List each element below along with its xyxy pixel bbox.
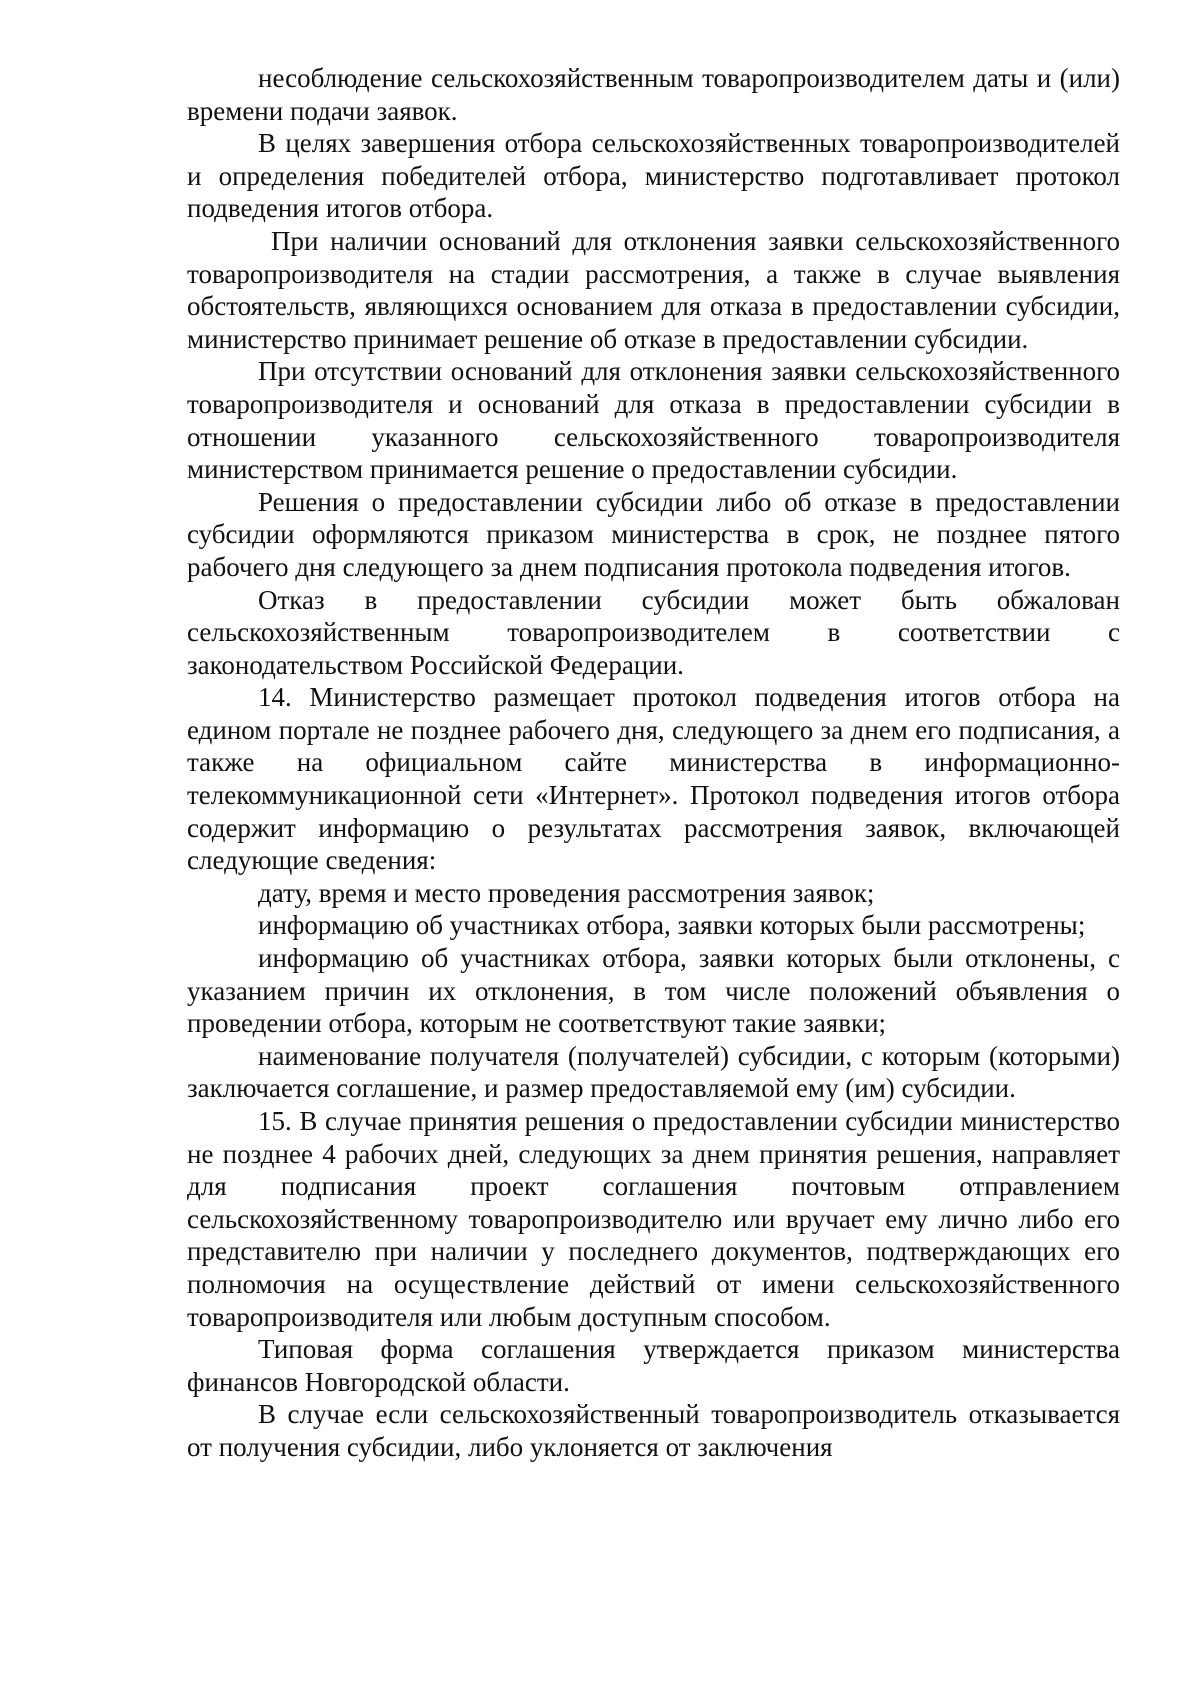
- paragraph: При отсутствии оснований для отклонения заявки сельскохозяйственного товаропроизводителя и оснований для отказа в предоставлении субсидии в отношении указанного сельскохозяйственного товаропроизводителя министерством принимается решение о предоставлении субсидии.: [187, 356, 1120, 485]
- paragraph: 15. В случае принятия решения о предоставлении субсидии министерство не позднее 4 рабочих дней, следующих за днем принятия решения, направляет для подписания проект соглашения почтовым отправлением сельскохозяйственному товаропроизводителю или вручает ему лично либо его представителю при наличии у последнего документов, подтверждающих его полномочия на осуществление действий от имени сельскохозяйственного товаропроизводителя или любым доступным способом.: [187, 1106, 1120, 1332]
- paragraph: Типовая форма соглашения утверждается приказом министерства финансов Новгородской области.: [187, 1334, 1120, 1397]
- paragraph: В целях завершения отбора сельскохозяйственных товаропроизводителей и определения победителей отбора, министерство подготавливает протокол подведения итогов отбора.: [187, 128, 1120, 224]
- list-item: информацию об участниках отбора, заявки которых были рассмотрены;: [258, 910, 1086, 941]
- list-item: наименование получателя (получателей) субсидии, с которым (которыми) заключается соглашение, и размер предоставляемой ему (им) субсидии.: [187, 1040, 1120, 1104]
- list-item: информацию об участниках отбора, заявки которых были отклонены, с указанием причин их отклонения, в том числе положений объявления о проведении отбора, которым не соответствуют такие заявки;: [187, 943, 1120, 1039]
- document-body: [187, 62, 1120, 1464]
- paragraph: При наличии оснований для отклонения заявки сельскохозяйственного товаропроизводителя на стадии рассмотрения, а также в случае выявления обстоятельств, являющихся основанием для отказа в предоставлении субсидии, министерство принимает решение об отказе в предоставлении субсидии.: [187, 225, 1120, 354]
- paragraph: несоблюдение сельскохозяйственным товаропроизводителем даты и (или) времени подачи заявок.: [187, 63, 1120, 126]
- paragraph: В случае если сельскохозяйственный товаропроизводитель отказывается от получения субсидии, либо уклоняется от заключения: [187, 1399, 1120, 1462]
- paragraph: 14. Министерство размещает протокол подведения итогов отбора на едином портале не позднее рабочего дня, следующего за днем его подписания, а также на официальном сайте министерства в информационно-телекоммуникационной сети «Интернет». Протокол подведения итогов отбора содержит информацию о результатах рассмотрения заявок, включающей следующие сведения:: [187, 682, 1120, 876]
- list-item: дату, время и место проведения рассмотрения заявок;: [258, 877, 875, 908]
- paragraph: Отказ в предоставлении субсидии может быть обжалован сельскохозяйственным товаропроизводителем в соответствии с законодательством Российской Федерации.: [187, 584, 1120, 680]
- paragraph: Решения о предоставлении субсидии либо об отказе в предоставлении субсидии оформляются приказом министерства в срок, не позднее пятого рабочего дня следующего за днем подписания протокола подведения итогов.: [187, 486, 1120, 582]
